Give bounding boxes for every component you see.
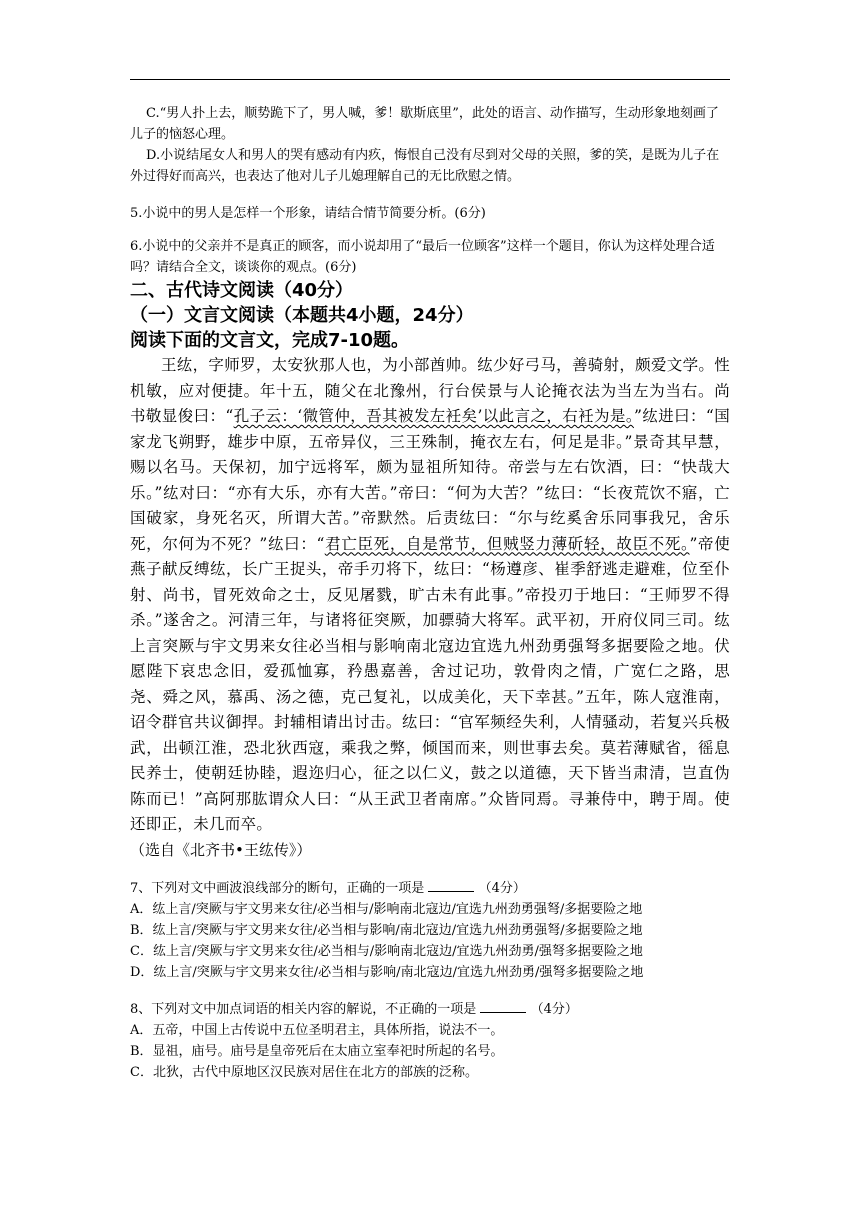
question-7-option-b: B．纮上言/突厥与宇文男来女往/必当相与影响/南北寇边/宜选九州劲勇强弩/多据要险之地 (130, 922, 643, 938)
passage-part-1: 王纮，字师罗，太安狄那人也，为小部酋帅。纮少好弓马，善骑射，颇爱文学。性机敏，应对便捷。年十五，随父在北豫州，行台侯景与人论掩衣法为当左为当右。尚书敬显俊曰：“ (130, 356, 730, 425)
question-7-option-d: D．纮上言/突厥与宇文男来女往/必当相与影响/南北寇边/宜选九州劲勇/强弩多据要险之地 (130, 964, 644, 980)
question-7-option-a: A．纮上言/突厥与宇文男来女往/必当相与/影响南北寇边/宜选九州劲勇强弩/多据要险之地 (130, 901, 643, 917)
section-title: 二、古代诗文阅读（40分） (130, 280, 354, 301)
question-7-score: （4分） (478, 880, 526, 896)
question-8-option-a: A．五帝，中国上古传说中五位圣明君主，具体所指，说法不一。 (130, 1022, 504, 1038)
question-6: 6.小说中的父亲并不是真正的顾客，而小说却用了“最后一位顾客”这样一个题目，你认为这样处理合适吗？请结合全文，谈谈你的观点。(6分) (130, 239, 715, 275)
passage-source: （选自《北齐书•王纮传》） (130, 840, 312, 859)
question-8-stem (130, 999, 730, 1020)
question-8-option-b: B．显祖，庙号。庙号是皇帝死后在太庙立室奉祀时所起的名号。 (130, 1043, 504, 1059)
section-instruction: 阅读下面的文言文，完成7-10题。 (130, 330, 410, 351)
passage-part-3: ”帝使燕子献反缚纮，长广王捉头，帝手刃将下，纮曰：“杨遵彦、崔季舒逃走避难，位至仆射、尚书，冒死效命之士，反见屠戮，旷古未有此事。”帝投刃于地曰：“王师罗不得杀。”遂舍之。河清三年，与诸将征突厥，加骠骑大将军。武平初，开府仪同三司。纮上言突厥与宇文男来女往必当相与影响南北寇边宜选九州劲勇强弩多据要险之地。伏愿陛下哀忠念旧，爱孤恤寡，矜愚嘉善，舍过记功，敦骨肉之情，广宽仁之路，思尧、舜之风，慕禹、汤之德，克己复礼，以成美化，天下幸甚。”五年，陈人寇淮南，诏令群官共议御捍。封辅相请出讨击。纮曰：“官军频经失利，人情骚动，若复兴兵极武，出顿江淮，恐北狄西寇，乘我之弊，倾国而来，则世事去矣。莫若薄赋省，徭息民养士，使朝廷协睦，遐迩归心，征之以仁义，鼓之以道德，天下皆当肃清，岂直伪陈而已！”高阿那肱谓众人曰：“从王武卫者南席。”众皆同焉。寻兼侍中，聘于周。使还即正，未几而卒。 (130, 534, 731, 833)
classical-passage (130, 353, 730, 838)
option-c-prev: C.“男人扑上去，顺势跪下了，男人喊，爹！歇斯底里”，此处的语言、动作描写，生动形象地刻画了儿子的恼怒心理。 (130, 106, 719, 142)
question-8-score: （4分） (530, 1001, 578, 1017)
question-7-option-c: C．纮上言/突厥与宇文男来女往/必当相与/影响南北寇边/宜选九州劲勇/强弩多据要险之地 (130, 943, 643, 959)
question-8-text: 8、下列对文中加点词语的相关内容的解说，不正确的一项是 (130, 1001, 477, 1017)
section-subtitle: （一）文言文阅读（本题共4小题，24分） (130, 305, 474, 326)
wavy-underline-1: 孔子云：‘微管仲，吾其被发左衽矣’以此言之，右衽为是。 (233, 407, 634, 425)
question-5: 5.小说中的男人是怎样一个形象，请结合情节简要分析。(6分) (130, 206, 486, 221)
option-d-prev: D.小说结尾女人和男人的哭有感动有内疚，悔恨自己没有尽到对父母的关照，爹的笑，是既为儿子在外过得好而高兴，也表达了他对儿子儿媳理解自己的无比欣慰之情。 (130, 148, 720, 184)
question-7-stem (130, 878, 730, 899)
answer-blank (428, 879, 474, 892)
header-rule (130, 79, 730, 80)
wavy-underline-2: 君亡臣死，自是常节，但贼竖力薄斫轻，故臣不死。 (324, 534, 690, 553)
question-7-text: 7、下列对文中画波浪线部分的断句，正确的一项是 (130, 880, 425, 896)
answer-blank (480, 1000, 526, 1013)
question-8-option-c: C．北狄，古代中原地区汉民族对居住在北方的部族的泛称。 (130, 1064, 478, 1080)
document-page (130, 100, 730, 1083)
passage-part-2: ”纮进曰：“国家龙飞朔野，雄步中原，五帝异仪，三王殊制，掩衣左右，何足是非。”景奇其早慧，赐以名马。天保初，加宁远将军，颇为显祖所知待。帝尝与左右饮酒，曰：“快哉大乐。”纮对曰：“亦有大乐，亦有大苦。”帝曰：“何为大苦？”纮曰：“长夜荒饮不寤，亡国破家，身死名灭，所谓大苦。”帝默然。后责纮曰：“尔与纥奚舍乐同事我兄，舍乐死，尔何为不死？”纮曰：“ (130, 407, 731, 553)
